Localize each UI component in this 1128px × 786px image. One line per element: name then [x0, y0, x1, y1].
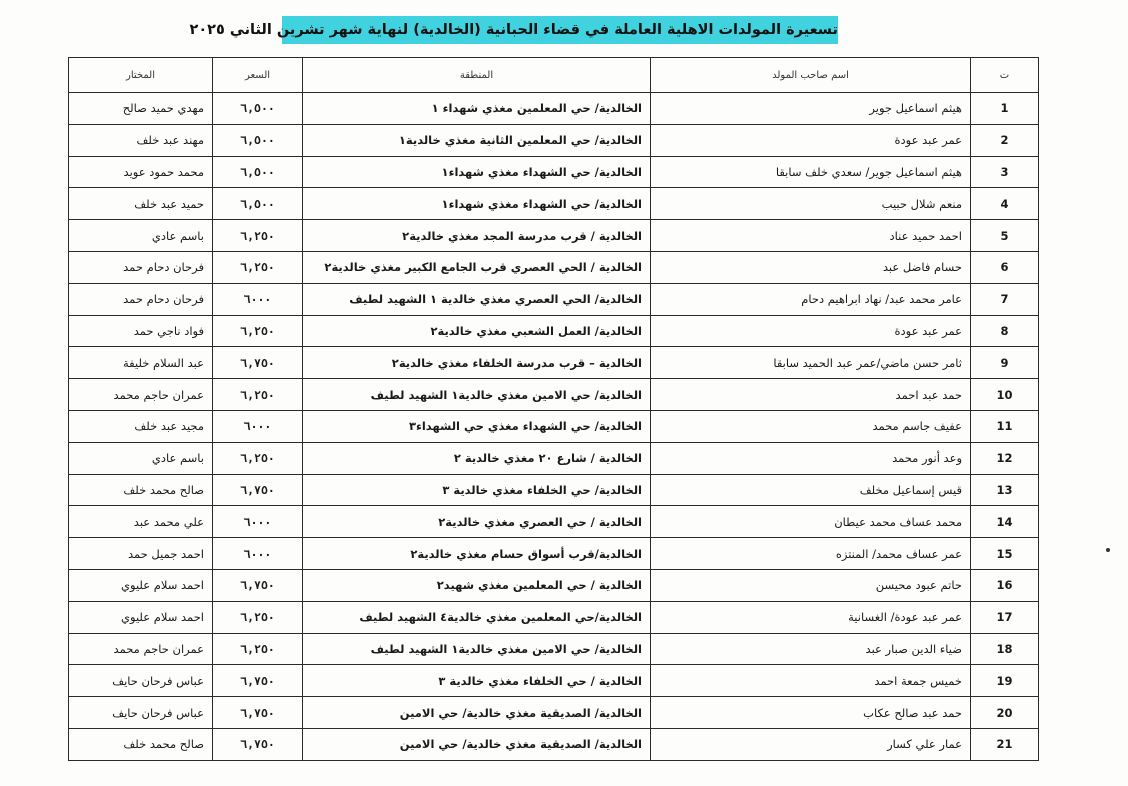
row-index-cell: 3	[971, 156, 1039, 188]
table-row	[69, 601, 1039, 633]
price-cell: ٦٠٠٠	[213, 538, 303, 570]
owner-name-cell: عامر محمد عبد/ نهاد ابراهيم دحام	[651, 283, 971, 315]
owner-name-cell: هيثم اسماعيل جوير/ سعدي خلف سابقا	[651, 156, 971, 188]
owner-name-cell: هيثم اسماعيل جوير	[651, 93, 971, 125]
mukhtar-cell: احمد جميل حمد	[69, 538, 213, 570]
owner-name-cell: عمر عبد عودة	[651, 124, 971, 156]
price-cell: ٦,٢٥٠	[213, 315, 303, 347]
area-cell: الخالدية/ حي الخلفاء مغذي خالدية ٣	[303, 474, 651, 506]
table-row	[69, 728, 1039, 760]
area-cell: الخالدية / شارع ٢٠ مغذي خالدية ٢	[303, 442, 651, 474]
mukhtar-cell: عباس فرحان حايف	[69, 665, 213, 697]
mukhtar-cell: باسم عادي	[69, 220, 213, 252]
price-cell: ٦,٥٠٠	[213, 156, 303, 188]
owner-name-cell: عمر عساف محمد/ المنتزه	[651, 538, 971, 570]
mukhtar-cell: عباس فرحان حايف	[69, 697, 213, 729]
table-row	[69, 220, 1039, 252]
row-index-cell: 10	[971, 379, 1039, 411]
page-title: تسعيرة المولدات الاهلية العاملة في قضاء الحبانية (الخالدية) لنهاية شهر تشرين الثاني ٢٠٢٥	[282, 16, 838, 44]
row-index-cell: 13	[971, 474, 1039, 506]
price-cell: ٦,٢٥٠	[213, 251, 303, 283]
owner-name-cell: ثامر حسن ماضي/عمر عبد الحميد سابقا	[651, 347, 971, 379]
row-index-cell: 1	[971, 93, 1039, 125]
table-row	[69, 633, 1039, 665]
area-cell: الخالدية/قرب أسواق حسام مغذي خالدية٢	[303, 538, 651, 570]
area-cell: الخالدية/ حي الامين مغذي خالدية١ الشهيد لطيف	[303, 633, 651, 665]
area-cell: الخالدية / حي الخلفاء مغذي خالدية ٣	[303, 665, 651, 697]
table-row	[69, 697, 1039, 729]
owner-name-cell: حاتم عبود محيسن	[651, 569, 971, 601]
table-row	[69, 506, 1039, 538]
mukhtar-cell: علي محمد عبد	[69, 506, 213, 538]
price-cell: ٦,٢٥٠	[213, 442, 303, 474]
mukhtar-cell: حميد عبد خلف	[69, 188, 213, 220]
price-cell: ٦,٢٥٠	[213, 601, 303, 633]
area-cell: الخالدية/حي المعلمين مغذي خالدية٤ الشهيد لطيف	[303, 601, 651, 633]
area-cell: الخالدية / قرب مدرسة المجد مغذي خالدية٢	[303, 220, 651, 252]
price-cell: ٦,٢٥٠	[213, 220, 303, 252]
price-cell: ٦,٥٠٠	[213, 188, 303, 220]
row-index-cell: 5	[971, 220, 1039, 252]
mukhtar-cell: احمد سلام عليوي	[69, 569, 213, 601]
header-area: المنطقة	[303, 58, 651, 93]
table-row	[69, 93, 1039, 125]
area-cell: الخالدية/ حي الامين مغذي خالدية١ الشهيد لطيف	[303, 379, 651, 411]
area-cell: الخالدية/ العمل الشعبي مغذي خالدية٢	[303, 315, 651, 347]
generator-price-table	[68, 57, 1039, 761]
price-cell: ٦,٧٥٠	[213, 665, 303, 697]
row-index-cell: 15	[971, 538, 1039, 570]
area-cell: الخالدية/ الصديقية مغذي خالدية/ حي الامين	[303, 697, 651, 729]
header-mukhtar: المختار	[69, 58, 213, 93]
row-index-cell: 19	[971, 665, 1039, 697]
area-cell: الخالدية/ الحي العصري مغذي خالدية ١ الشهيد لطيف	[303, 283, 651, 315]
table-row	[69, 188, 1039, 220]
header-index: ت	[971, 58, 1039, 93]
table-row	[69, 569, 1039, 601]
price-cell: ٦٠٠٠	[213, 506, 303, 538]
table-row	[69, 315, 1039, 347]
mukhtar-cell: صالح محمد خلف	[69, 474, 213, 506]
owner-name-cell: حمد عبد صالح عكاب	[651, 697, 971, 729]
mukhtar-cell: عبد السلام خليفة	[69, 347, 213, 379]
table-row	[69, 283, 1039, 315]
row-index-cell: 20	[971, 697, 1039, 729]
row-index-cell: 21	[971, 728, 1039, 760]
row-index-cell: 18	[971, 633, 1039, 665]
area-cell: الخالدية/ حي المعلمين مغذي شهداء ١	[303, 93, 651, 125]
row-index-cell: 9	[971, 347, 1039, 379]
price-cell: ٦,٥٠٠	[213, 124, 303, 156]
owner-name-cell: وعد أنور محمد	[651, 442, 971, 474]
row-index-cell: 16	[971, 569, 1039, 601]
mukhtar-cell: مجيد عبد خلف	[69, 410, 213, 442]
mukhtar-cell: محمد حمود عويد	[69, 156, 213, 188]
owner-name-cell: عمر عبد عودة	[651, 315, 971, 347]
table-row	[69, 474, 1039, 506]
price-cell: ٦,٢٥٠	[213, 633, 303, 665]
mukhtar-cell: فرحان دحام حمد	[69, 283, 213, 315]
owner-name-cell: احمد حميد عناد	[651, 220, 971, 252]
row-index-cell: 17	[971, 601, 1039, 633]
owner-name-cell: حسام فاضل عبد	[651, 251, 971, 283]
area-cell: الخالدية – قرب مدرسة الخلفاء مغذي خالدية٢	[303, 347, 651, 379]
owner-name-cell: ضياء الدين صبار عبد	[651, 633, 971, 665]
table-row	[69, 538, 1039, 570]
area-cell: الخالدية/ حي الشهداء مغذي شهداء١	[303, 188, 651, 220]
mukhtar-cell: عمران حاجم محمد	[69, 633, 213, 665]
header-owner: اسم صاحب المولد	[651, 58, 971, 93]
price-cell: ٦٠٠٠	[213, 283, 303, 315]
area-cell: الخالدية/ حي المعلمين الثانية مغذي خالدية١	[303, 124, 651, 156]
scan-speck	[1106, 548, 1110, 552]
owner-name-cell: قيس إسماعيل مخلف	[651, 474, 971, 506]
table-row	[69, 156, 1039, 188]
table-row	[69, 124, 1039, 156]
price-cell: ٦٠٠٠	[213, 410, 303, 442]
owner-name-cell: عمر عبد عودة/ الغسانية	[651, 601, 971, 633]
row-index-cell: 2	[971, 124, 1039, 156]
area-cell: الخالدية / حي العصري مغذي خالدية٢	[303, 506, 651, 538]
owner-name-cell: منعم شلال حبيب	[651, 188, 971, 220]
row-index-cell: 14	[971, 506, 1039, 538]
table-row	[69, 665, 1039, 697]
mukhtar-cell: صالح محمد خلف	[69, 728, 213, 760]
area-cell: الخالدية / حي المعلمين مغذي شهيد٢	[303, 569, 651, 601]
row-index-cell: 6	[971, 251, 1039, 283]
mukhtar-cell: باسم عادي	[69, 442, 213, 474]
mukhtar-cell: فرحان دحام حمد	[69, 251, 213, 283]
price-cell: ٦,٧٥٠	[213, 347, 303, 379]
row-index-cell: 8	[971, 315, 1039, 347]
area-cell: الخالدية / الحي العصري قرب الجامع الكبير مغذي خالدية٢	[303, 251, 651, 283]
row-index-cell: 4	[971, 188, 1039, 220]
table-row	[69, 379, 1039, 411]
row-index-cell: 11	[971, 410, 1039, 442]
mukhtar-cell: مهند عبد خلف	[69, 124, 213, 156]
mukhtar-cell: مهدي حميد صالح	[69, 93, 213, 125]
table-row	[69, 347, 1039, 379]
area-cell: الخالدية/ الصديقية مغذي خالدية/ حي الامين	[303, 728, 651, 760]
mukhtar-cell: عمران حاجم محمد	[69, 379, 213, 411]
mukhtar-cell: احمد سلام عليوي	[69, 601, 213, 633]
area-cell: الخالدية/ حي الشهداء مغذي شهداء١	[303, 156, 651, 188]
row-index-cell: 7	[971, 283, 1039, 315]
header-price: السعر	[213, 58, 303, 93]
table-row	[69, 442, 1039, 474]
owner-name-cell: عفيف جاسم محمد	[651, 410, 971, 442]
owner-name-cell: خميس جمعة احمد	[651, 665, 971, 697]
mukhtar-cell: فواد ناجي حمد	[69, 315, 213, 347]
price-cell: ٦,٧٥٠	[213, 569, 303, 601]
owner-name-cell: محمد عساف محمد عيطان	[651, 506, 971, 538]
owner-name-cell: حمد عبد احمد	[651, 379, 971, 411]
area-cell: الخالدية/ حي الشهداء مغذي حي الشهداء٣	[303, 410, 651, 442]
table-row	[69, 410, 1039, 442]
price-cell: ٦,٧٥٠	[213, 474, 303, 506]
price-cell: ٦,٧٥٠	[213, 728, 303, 760]
price-cell: ٦,٥٠٠	[213, 93, 303, 125]
row-index-cell: 12	[971, 442, 1039, 474]
price-cell: ٦,٧٥٠	[213, 697, 303, 729]
table-row	[69, 251, 1039, 283]
table-header-row	[69, 58, 1039, 93]
price-cell: ٦,٢٥٠	[213, 379, 303, 411]
owner-name-cell: عمار علي كسار	[651, 728, 971, 760]
